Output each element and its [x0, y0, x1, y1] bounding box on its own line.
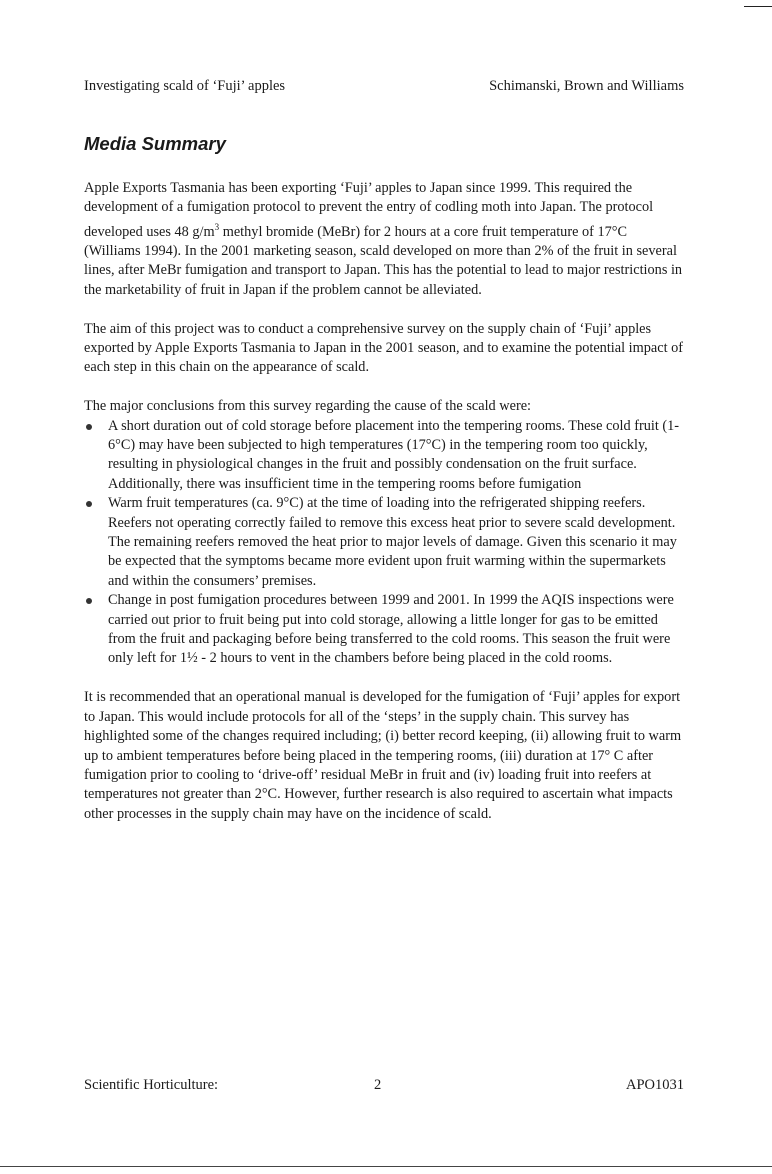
running-header [84, 78, 684, 95]
header-title: Investigating scald of ‘Fuji’ apples [84, 78, 286, 94]
scan-edge-top-right [744, 6, 772, 7]
list-item: A short duration out of cold storage before placement into the tempering rooms. These cold fruit (1-6°C) may have been subjected to high temperatures (17°C) in the tempering room too quickly, resulting in physiological changes in the fruit and possibly condensation on the fruit surface. Additionally, there was insufficient time in the tempering rooms before fumigation [84, 417, 686, 495]
list-item: Warm fruit temperatures (ca. 9°C) at the time of loading into the refrigerated shipping reefers. Reefers not operating correctly failed to remove this excess heat prior to severe scald development. The remaining reefers removed the heat prior to major levels of damage. Given this scenario it may be expected that the symptoms became more evident upon fruit warming within the supermarkets and within the consumers’ premises. [84, 494, 686, 591]
paragraph-conclusions-lead: The major conclusions from this survey regarding the cause of the scald were: [84, 398, 532, 415]
scan-edge-bottom [0, 1166, 772, 1167]
document-body [84, 179, 686, 844]
paragraph-intro-text-b: methyl bromide (MeBr) for 2 hours at a core fruit temperature of 17°C (Williams 1994). In the 2001 marketing season, scald developed on more than 2% of the fruit in several lines, after MeBr fumigation and transport to Japan. This has the potential to lead to major restrictions in the marketability of fruit in Japan if the problem cannot be alleviated. [84, 223, 683, 298]
page-number: 2 [374, 1077, 382, 1093]
footer-journal: Scientific Horticulture: [84, 1077, 219, 1093]
superscript-3: 3 [214, 221, 220, 232]
section-title: Media Summary [84, 133, 226, 154]
footer-code: APO1031 [625, 1077, 684, 1093]
header-authors: Schimanski, Brown and Williams [489, 78, 684, 94]
paragraph-aim: The aim of this project was to conduct a comprehensive survey on the supply chain of ‘Fuji’ apples exported by Apple Exports Tasmania to Japan in the 2001 season, and to examine the potential impact of each step in this chain on the appearance of scald. [84, 320, 684, 376]
paragraph-intro-text-a: Apple Exports Tasmania has been exporting ‘Fuji’ apples to Japan since 1999. This required the development of a fumigation protocol to prevent the entry of codling moth into Japan. The protocol developed uses 48 g/m [84, 180, 654, 240]
paragraph-recommendation: It is recommended that an operational manual is developed for the fumigation of ‘Fuji’ apples for export to Japan. This would include protocols for all of the ‘steps’ in the supply chain. This survey has highlighted some of the changes required including; (i) better record keeping, (ii) allowing fruit to warm up to ambient temperatures before being placed in the tempering rooms, (iii) duration at 17° C after fumigation prior to cooling to ‘drive-off’ residual MeBr in fruit and (iv) loading fruit into reefers at temperatures not greater than 2°C. However, further research is also required to ascertain what impacts other processes in the supply chain may have on the incidence of scald. [84, 689, 682, 822]
conclusions-list [84, 417, 686, 669]
list-item: Change in post fumigation procedures between 1999 and 2001. In 1999 the AQIS inspections were carried out prior to fruit being put into cold storage, allowing a little longer for gas to be emitted from the fruit and packaging before being transferred to the cold rooms. This season the fruit were only left for 1½ - 2 hours to vent in the chambers before being placed in the cold rooms. [84, 591, 686, 669]
paragraph-intro [84, 179, 686, 300]
